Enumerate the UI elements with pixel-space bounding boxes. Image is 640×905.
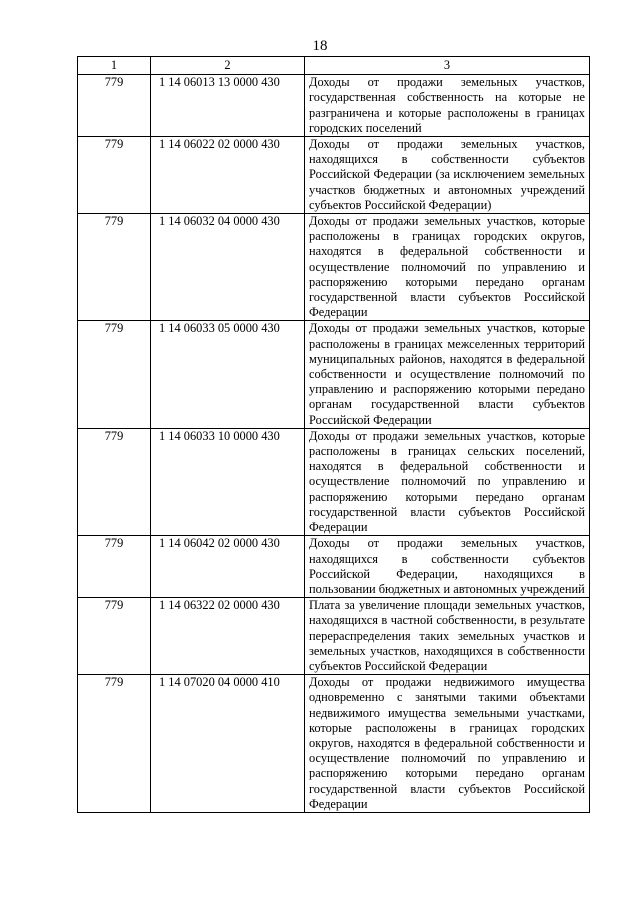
table-row [78,536,590,598]
table-row [78,675,590,813]
revenue-code-cell: 1 14 06322 02 0000 430 [151,598,305,675]
admin-code-cell: 779 [78,598,151,675]
revenue-code-cell: 1 14 07020 04 0000 410 [151,675,305,813]
admin-code-cell: 779 [78,137,151,214]
revenue-name-cell: Доходы от продажи земельных участков, которые расположены в границах сельских поселений, находятся в федеральной собственности и осуществление полномочий по управлению и распоряжению которыми передано органам государственной власти субъектов Российской Федерации [305,428,590,535]
table-row [78,214,590,321]
revenue-name-cell: Доходы от продажи земельных участков, которые расположены в границах межселенных территорий муниципальных районов, находятся в федеральной собственности и осуществление полномочий по управлению и распоряжению которыми передано органам государственной власти субъектов Российской Федерации [305,321,590,428]
revenue-name-cell: Доходы от продажи недвижимого имущества одновременно с занятыми такими объектами недвижимого имущества земельными участками, которые расположены в границах городских округов, находятся в федеральной собственности и осуществление полномочий по управлению и распоряжению которыми передано органам государственной власти субъектов Российской Федерации [305,675,590,813]
revenue-code-cell: 1 14 06013 13 0000 430 [151,75,305,137]
table-row [78,321,590,428]
admin-code-cell: 779 [78,675,151,813]
revenue-code-cell: 1 14 06032 04 0000 430 [151,214,305,321]
revenue-code-cell: 1 14 06022 02 0000 430 [151,137,305,214]
revenue-name-cell: Плата за увеличение площади земельных участков, находящихся в частной собственности, в результате перераспределения таких земельных участков и земельных участков, находящихся в собственности субъектов Российской Федерации [305,598,590,675]
revenue-name-cell: Доходы от продажи земельных участков, которые расположены в границах городских округов, находятся в федеральной собственности и осуществление полномочий по управлению и распоряжению которыми передано органам государственной власти субъектов Российской Федерации [305,214,590,321]
revenue-code-cell: 1 14 06042 02 0000 430 [151,536,305,598]
header-column-1: 1 [78,57,151,75]
revenue-name-cell: Доходы от продажи земельных участков, находящихся в собственности субъектов Российской Федерации (за исключением земельных участков бюджетных и автономных учреждений субъектов Российской Федерации) [305,137,590,214]
revenue-code-cell: 1 14 06033 05 0000 430 [151,321,305,428]
revenue-name-cell: Доходы от продажи земельных участков, находящихся в собственности субъектов Российской Федерации, находящихся в пользовании бюджетных и автономных учреждений [305,536,590,598]
revenue-name-cell: Доходы от продажи земельных участков, государственная собственность на которые не разграничена и которые расположены в границах городских поселений [305,75,590,137]
admin-code-cell: 779 [78,536,151,598]
table-row [78,75,590,137]
admin-code-cell: 779 [78,214,151,321]
header-column-3: 3 [305,57,590,75]
budget-revenue-table [77,56,590,813]
header-row [78,57,590,75]
admin-code-cell: 779 [78,321,151,428]
table-row [78,598,590,675]
page-number: 18 [312,38,328,54]
revenue-code-cell: 1 14 06033 10 0000 430 [151,428,305,535]
admin-code-cell: 779 [78,428,151,535]
header-column-2: 2 [151,57,305,75]
table-row [78,137,590,214]
table-row [78,428,590,535]
admin-code-cell: 779 [78,75,151,137]
